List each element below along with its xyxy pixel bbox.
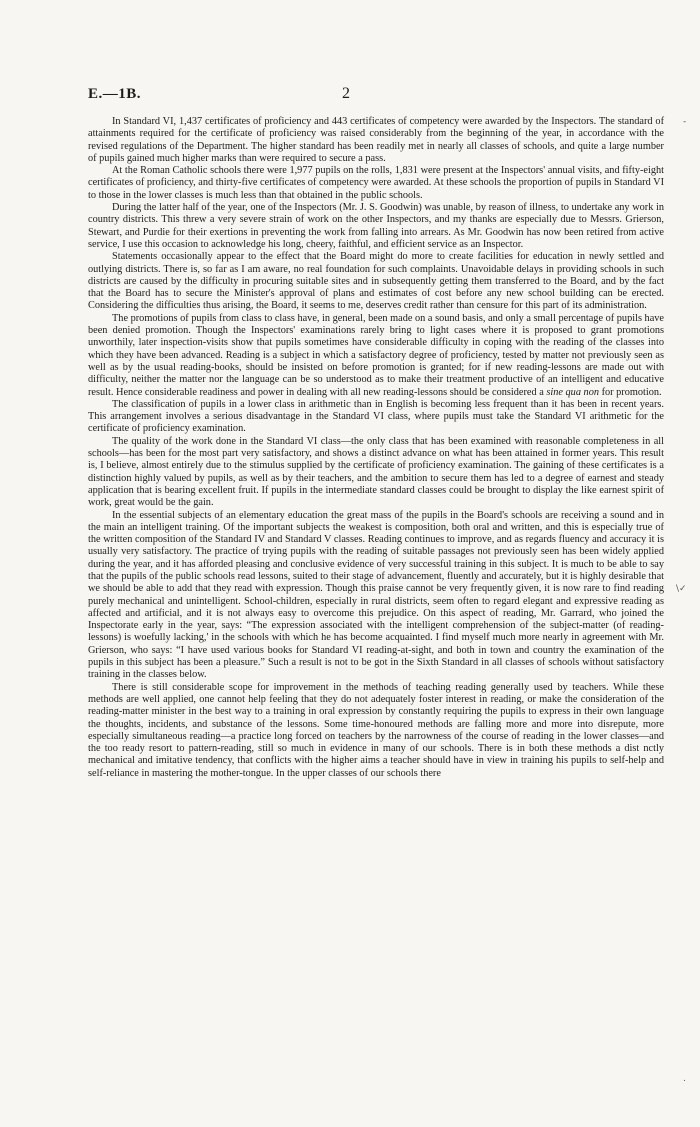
page-number: 2 [342, 85, 350, 102]
margin-mark: . [683, 1074, 686, 1084]
paragraph-reading-methods: There is still considerable scope for improvement in the methods of teaching reading generally used by teachers. While these methods are well applied, one cannot help feeling that they do not adequately foster interest in reading, or make the consideration of the reading-matter minister in the best way to a training in oral expression by constantly requiring the pupils to express in their own language the thoughts, incidents, and substance of the lessons. Some time-honoured methods are falling more and more into disrepute, more especially simultaneous reading—a practice long forced on teachers by the narrowness of the course of reading in the lower classes—and the too ready resort to pattern-reading, still so much in evidence in many of our schools. There is in both these methods a dist nctly mechanical and imitative tendency, that conflicts with the higher aims a teacher should have in view in training his pupils to self-help and self-reliance in mastering the mother-tongue. In the upper classes of our schools there [88, 681, 664, 779]
paragraph-standard-vi-certificates: In Standard VI, 1,437 certificates of proficiency and 443 certificates of competency were awarded by the Inspectors. The standard of attainments required for the certificate of proficiency was raised considerably from the beginning of the year, in accordance with the revised regulations of the Department. The higher standard has been readily met in nearly all classes of schools, and quite a large number of pupils gained much higher marks than were required to secure a pass. [88, 116, 664, 164]
paragraph-roman-catholic-schools: At the Roman Catholic schools there were 1,977 pupils on the rolls, 1,831 were present at the Inspectors' annual visits, and fifty-eight certificates of proficiency, and thirty-five certificates of competency were awarded. At these schools the proportion of pupils in Standard VI to those in the lower classes is much less than that obtained in the public schools. [88, 165, 664, 201]
paragraph-promotions [88, 313, 664, 399]
paragraph-essential-subjects: In the essential subjects of an elementary education the great mass of the pupils in the Board's schools are receiving a sound and in the main an intelligent training. Of the important subjects the weakest is composition, both oral and written, and this is especially true of the written composition of the Standard IV and Standard V classes. Reading continues to improve, and as regards fluency and accuracy it is usually very satisfactory. The practice of trying pupils with the reading of suitable passages not previously seen has been widely applied during the year, and it has afforded pleasing and conclusive evidence of very successful training in this subject. It is much to be able to say that the pupils of the public schools read lessons, suited to their stage of advancement, fluently and accurately, but it is highly desirable that we should be able to add that they read with expression. Though this praise cannot be very frequently given, it is now rare to find reading purely mechanical and unintelligent. School-children, especially in rural districts, seem often to regard elegant and expressive reading as affected and artificial, and it is not always easy to overcome this prejudice. On this aspect of reading, Mr. Garrard, who joined the Inspectorate early in the year, says: “The expression associated with the intelligent comprehension of the subject-matter (of reading-lessons) is woefully lacking,' in the schools with which he has become acquainted. I find myself much more nearly in agreement with Mr. Grierson, who says: “I have used various books for Standard VI reading-at-sight, and both in town and country the examination of the pupils in this subject has been a pleasure.” Such a result is not to be got in the Sixth Standard in all classes of schools without satisfactory training in the classes below. [88, 509, 664, 681]
paragraph-promotions-text: The promotions of pupils from class to class have, in general, been made on a sound basis, and only a small percentage of pupils have been denied promotion. Though the Inspectors' examinations rarely bring to light cases where it is proposed to grant promotions unworthily, later inspection-visits show that pupils sometimes have considerable difficulty in coping with the reading of the classes into which they have been advanced. Reading is a subject in which a satisfactory degree of proficiency, tested by matter not previously seen as well as by the usual reading-books, should be insisted on before promotion is granted; for if new reading-lessons are made out with difficulty, neither the matter nor the language can be so understood as to make their treatment productive of an intelligent and educative result. Hence considerable readiness and power in dealing with all new reading-lessons should be considered a [88, 312, 664, 398]
paragraph-promotions-tail: for promotion. [599, 386, 662, 398]
report-body [88, 116, 664, 780]
document-reference: E.—1B. [88, 86, 142, 102]
latin-phrase: sine qua non [546, 386, 599, 398]
paragraph-outlying-districts: Statements occasionally appear to the effect that the Board might do more to create facilities for education in newly settled and outlying districts. There is, so far as I am aware, no real foundation for such complaints. Unavoidable delays in providing schools in such districts are caused by the difficulty in procuring suitable sites and in subsequently getting them transferred to the Board, and by the fact that the Board has to secure the Minister's approval of plans and estimates of cost before any new school building can be erected. Considering the difficulties thus arising, the Board, it seems to me, deserves credit rather than censure for this part of its administration. [88, 251, 664, 312]
paragraph-inspector-illness: During the latter half of the year, one of the Inspectors (Mr. J. S. Goodwin) was unable, by reason of illness, to undertake any work in country districts. This threw a very severe strain of work on the other Inspectors, and my thanks are especially due to Messrs. Grierson, Stewart, and Purdie for their exertions in preventing the work from falling into arrears. As Mr. Goodwin has now been retired from active service, I use this occasion to acknowledge his long, cheery, faithful, and efficient service as an Inspector. [88, 202, 664, 250]
paragraph-arithmetic-classification: The classification of pupils in a lower class in arithmetic than in English is becoming less frequent than it has been in recent years. This arrangement involves a serious disadvantage in the Standard VI class, where pupils must take the Standard VI arithmetic for the certificate of proficiency examination. [88, 398, 664, 435]
margin-mark: \✓ [676, 584, 687, 594]
page-header [88, 86, 664, 116]
margin-mark: - [683, 117, 687, 127]
paragraph-standard-vi-quality: The quality of the work done in the Standard VI class—the only class that has been examined with reasonable completeness in all schools—has been for the most part very satisfactory, and shows a distinct advance on what has been attained in former years. This result is, I believe, almost entirely due to the stimulus supplied by the certificate of proficiency examination. The gaining of these certificates is a distinction highly valued by pupils, as well as by their teachers, and the ambition to secure them has led to a degree of earnest and steady application that is bearing excellent fruit. If pupils in the intermediate standard classes could be brought to display the like earnest spirit of work, great would be the gain. [88, 435, 664, 509]
